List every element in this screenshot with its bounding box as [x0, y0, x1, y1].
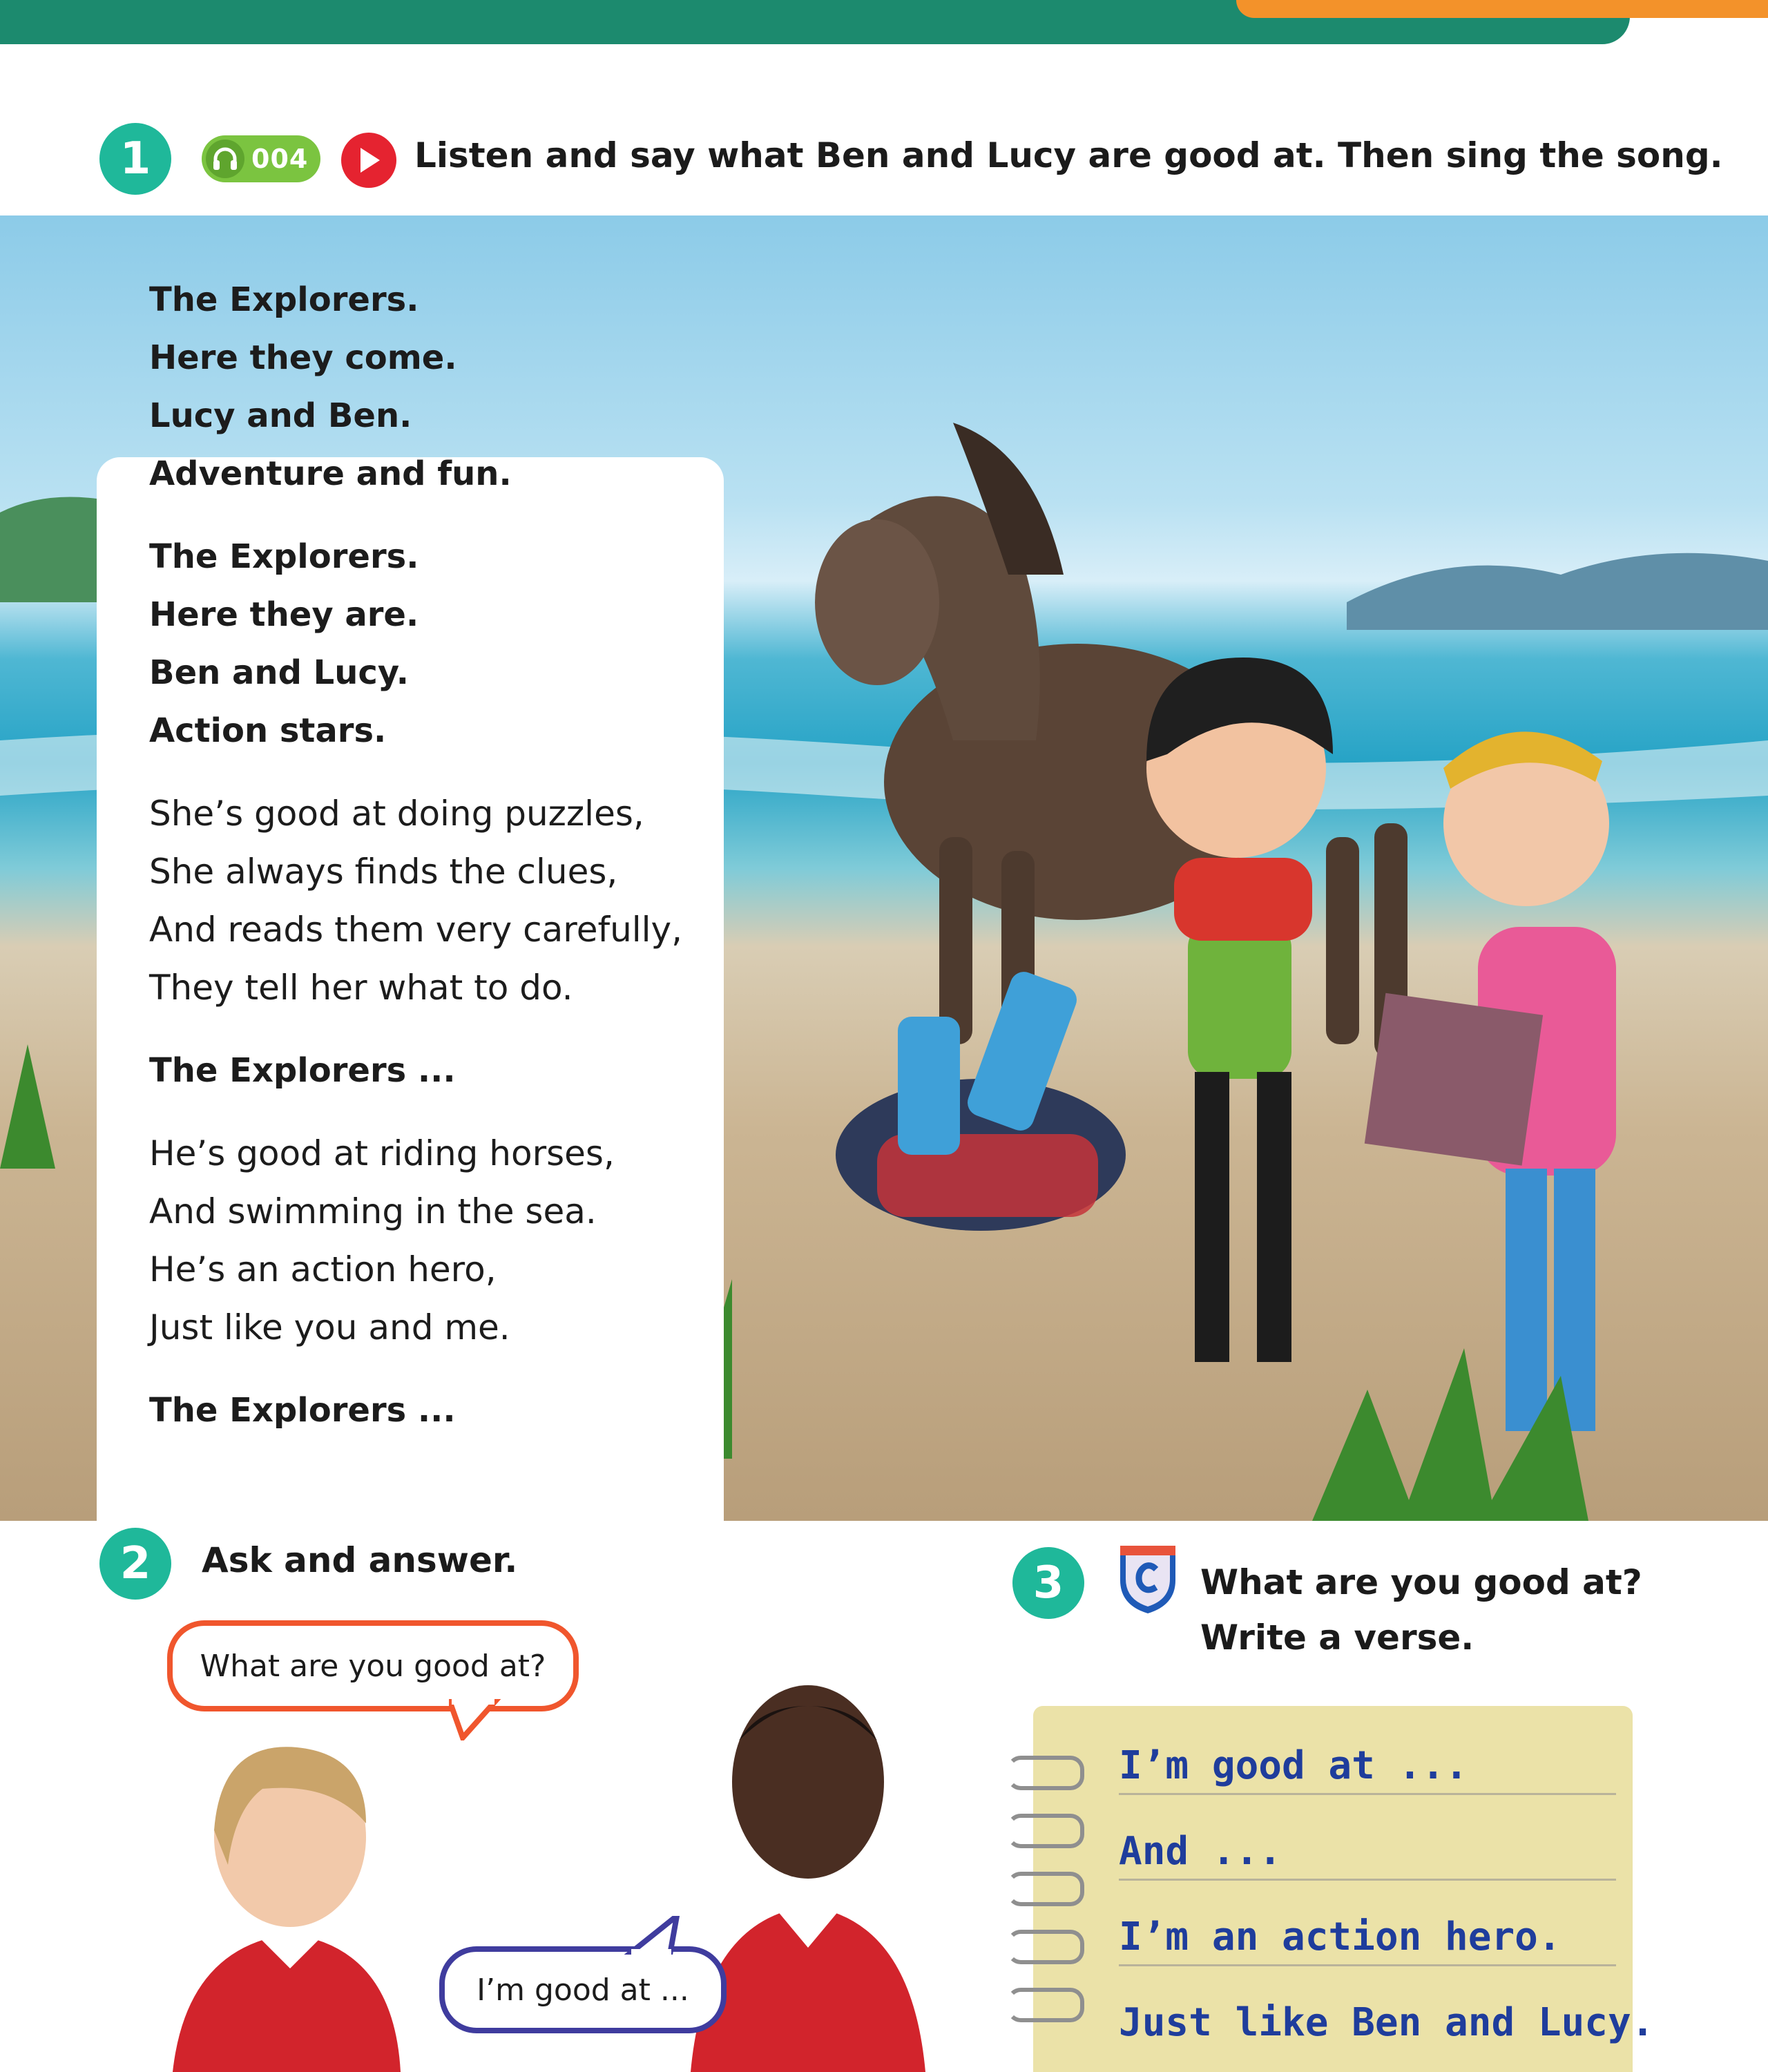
notepad-spiral [1007, 1756, 1084, 1790]
exercise-3-instruction-line1: What are you good at? [1200, 1562, 1642, 1602]
song-line: The Explorers. [149, 537, 419, 576]
song-line: Here they come. [149, 338, 457, 377]
song-line: Ben and Lucy. [149, 653, 409, 692]
song-line: Action stars. [149, 711, 387, 750]
song-line: The Explorers ... [149, 1391, 456, 1430]
song-line: Adventure and fun. [149, 454, 512, 493]
notepad-line-1: I’m good at ... [1119, 1743, 1468, 1788]
notepad-spiral [1007, 1930, 1084, 1964]
song-stanza-6 [149, 1381, 456, 1439]
song-line: They tell her what to do. [149, 968, 573, 1008]
song-line: She’s good at doing puzzles, [149, 794, 644, 834]
song-stanza-4 [149, 1042, 456, 1100]
ben-character [1146, 658, 1333, 1362]
exercise-3-number: 3 [1012, 1547, 1084, 1619]
question-speech-bubble [167, 1620, 579, 1711]
shield-c-icon [1116, 1542, 1180, 1616]
notepad-spiral [1007, 1814, 1084, 1848]
song-stanza-2 [149, 528, 419, 760]
answer-speech-bubble [439, 1946, 727, 2033]
exercise-1-number: 1 [99, 123, 171, 195]
notepad-spiral [1007, 1872, 1084, 1906]
song-stanza-5 [149, 1124, 615, 1356]
audio-track-number: 004 [251, 144, 309, 174]
notepad-line-3: I’m an action hero. [1119, 1915, 1562, 1959]
bag-illustration [836, 968, 1126, 1231]
song-line: Just like you and me. [149, 1307, 510, 1347]
exercise-3-instruction-line2: Write a verse. [1200, 1618, 1474, 1658]
song-line: She always finds the clues, [149, 852, 618, 892]
answer-bubble-text: I’m good at ... [477, 1972, 689, 2008]
question-bubble-tail [449, 1699, 511, 1740]
song-line: The Explorers. [149, 280, 419, 319]
question-bubble-text: What are you good at? [200, 1648, 546, 1684]
exercise-2-number: 2 [99, 1528, 171, 1600]
header-accent-tab [1236, 0, 1768, 18]
play-icon [355, 145, 383, 175]
notepad-line-4: Just like Ben and Lucy. [1119, 2000, 1655, 2045]
play-button[interactable] [341, 133, 396, 188]
song-stanza-3 [149, 785, 682, 1017]
song-stanza-1 [149, 271, 512, 503]
notepad-spiral [1007, 1988, 1084, 2022]
audio-track-button[interactable] [202, 135, 320, 182]
song-line: The Explorers ... [149, 1051, 456, 1090]
headphones-icon [206, 140, 244, 178]
song-line: Here they are. [149, 595, 419, 634]
song-line: And swimming in the sea. [149, 1191, 597, 1231]
notepad-rule [1119, 1964, 1616, 1966]
song-line: Lucy and Ben. [149, 396, 412, 435]
song-line: He’s an action hero, [149, 1249, 497, 1289]
answer-bubble-tail [622, 1916, 684, 1955]
notepad-line-2: And ... [1119, 1829, 1282, 1874]
exercise-1-instruction: Listen and say what Ben and Lucy are good at. Then sing the song. [414, 135, 1723, 175]
exercise-2-instruction: Ask and answer. [202, 1540, 518, 1580]
notepad-rule [1119, 1793, 1616, 1795]
song-line: He’s good at riding horses, [149, 1133, 615, 1173]
notepad-rule [1119, 1879, 1616, 1881]
girl-photo [159, 1727, 407, 2072]
song-line: And reads them very carefully, [149, 910, 683, 950]
